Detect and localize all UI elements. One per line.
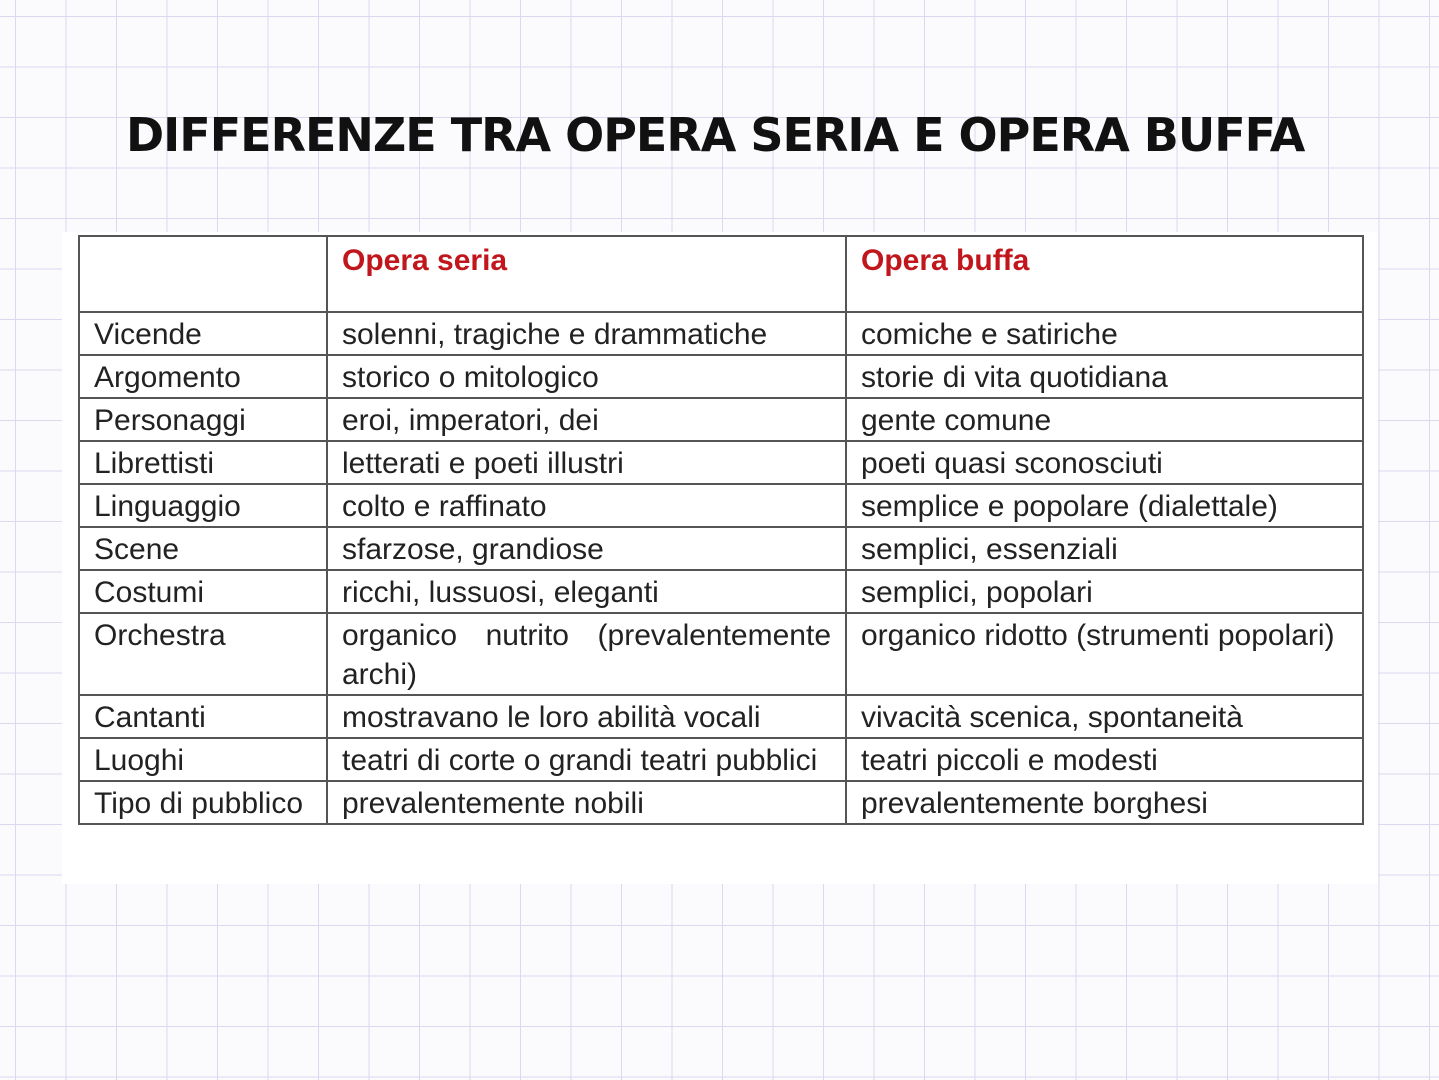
row-label: Vicende xyxy=(79,312,327,355)
table-row xyxy=(79,570,1363,613)
row-label: Scene xyxy=(79,527,327,570)
buffa-cell: gente comune xyxy=(846,398,1363,441)
buffa-cell: semplici, popolari xyxy=(846,570,1363,613)
seria-cell: colto e raffinato xyxy=(327,484,846,527)
row-label: Orchestra xyxy=(79,613,327,695)
table-row xyxy=(79,738,1363,781)
table-row xyxy=(79,312,1363,355)
seria-cell: sfarzose, grandiose xyxy=(327,527,846,570)
row-label: Costumi xyxy=(79,570,327,613)
seria-cell: eroi, imperatori, dei xyxy=(327,398,846,441)
row-label: Librettisti xyxy=(79,441,327,484)
buffa-cell: vivacità scenica, spontaneità xyxy=(846,695,1363,738)
buffa-cell: semplici, essenziali xyxy=(846,527,1363,570)
buffa-cell: comiche e satiriche xyxy=(846,312,1363,355)
seria-cell: ricchi, lussuosi, eleganti xyxy=(327,570,846,613)
comparison-table xyxy=(78,235,1364,825)
table-row xyxy=(79,441,1363,484)
table-header-row xyxy=(79,236,1363,312)
buffa-cell: teatri piccoli e modesti xyxy=(846,738,1363,781)
row-label: Linguaggio xyxy=(79,484,327,527)
row-label: Luoghi xyxy=(79,738,327,781)
table-row xyxy=(79,781,1363,824)
seria-cell: teatri di corte o grandi teatri pubblici xyxy=(327,738,846,781)
table-row xyxy=(79,484,1363,527)
row-label: Cantanti xyxy=(79,695,327,738)
table-row xyxy=(79,527,1363,570)
table-row xyxy=(79,613,1363,695)
header-opera-buffa: Opera buffa xyxy=(846,236,1363,312)
table-row xyxy=(79,398,1363,441)
row-label: Personaggi xyxy=(79,398,327,441)
buffa-cell: organico ridotto (strumenti popolari) xyxy=(846,613,1363,695)
seria-cell: organico nutrito (prevalentemente archi) xyxy=(327,613,846,695)
buffa-cell: prevalentemente borghesi xyxy=(846,781,1363,824)
buffa-cell: semplice e popolare (dialettale) xyxy=(846,484,1363,527)
table-row xyxy=(79,695,1363,738)
row-label: Tipo di pubblico xyxy=(79,781,327,824)
seria-cell: prevalentemente nobili xyxy=(327,781,846,824)
seria-cell: solenni, tragiche e drammatiche xyxy=(327,312,846,355)
header-empty-cell xyxy=(79,236,327,312)
buffa-cell: storie di vita quotidiana xyxy=(846,355,1363,398)
seria-cell: letterati e poeti illustri xyxy=(327,441,846,484)
seria-cell: mostravano le loro abilità vocali xyxy=(327,695,846,738)
table-row xyxy=(79,355,1363,398)
row-label: Argomento xyxy=(79,355,327,398)
header-opera-seria: Opera seria xyxy=(327,236,846,312)
buffa-cell: poeti quasi sconosciuti xyxy=(846,441,1363,484)
page-title: DIFFERENZE TRA OPERA SERIA E OPERA BUFFA xyxy=(126,108,1305,162)
seria-cell: storico o mitologico xyxy=(327,355,846,398)
